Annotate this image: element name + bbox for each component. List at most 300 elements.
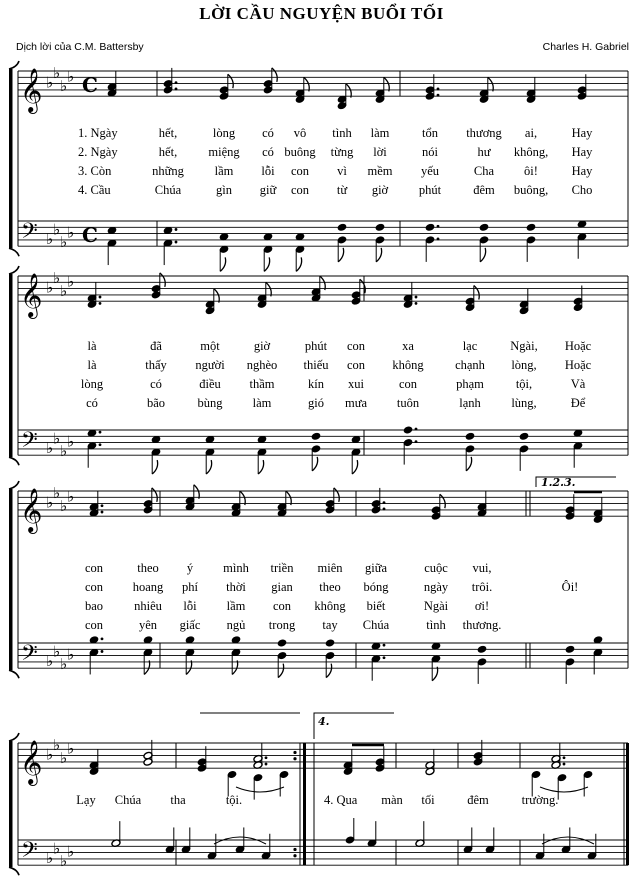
flat-sign: ♭ [46, 745, 54, 764]
lyric-syllable: ôi! [524, 164, 538, 178]
lyric-syllable: 1. Ngày [78, 126, 118, 140]
slur [214, 837, 266, 844]
lyric-syllable: triền [270, 561, 294, 575]
final-barline-thick [626, 743, 629, 865]
note [295, 245, 305, 271]
lyric-syllable: có [262, 126, 274, 140]
note [375, 236, 385, 262]
note-dot [99, 431, 102, 434]
lyric-syllable: xui [348, 377, 364, 391]
note-flag [264, 257, 269, 271]
lyric-syllable: mình [223, 561, 249, 575]
note-flag [194, 485, 199, 499]
flat-sign: ♭ [67, 432, 75, 451]
lyric-syllable: ý [186, 561, 194, 575]
flat-sign: ♭ [53, 429, 61, 448]
lyric-syllable: Cha [473, 164, 495, 178]
note [87, 441, 101, 467]
lyric-syllable: từ [336, 183, 348, 197]
slur [542, 837, 594, 844]
lyric-syllable: tình [332, 126, 352, 140]
repeat-dot [293, 757, 296, 760]
lyric-syllable: con [290, 183, 310, 197]
note-flag [160, 273, 165, 287]
lyric-syllable: giấc [179, 618, 201, 632]
repeat-barline-thick [303, 743, 306, 865]
note-flag [152, 460, 157, 474]
note [573, 441, 583, 467]
lyric-syllable: chạnh [455, 358, 485, 372]
lyric-syllable: giữ [259, 183, 277, 197]
note [577, 232, 587, 258]
lyric-syllable: gian [271, 580, 293, 594]
note-head [375, 223, 385, 232]
lyric-syllable: tội, [515, 377, 533, 391]
lyric-syllable: yên [138, 618, 158, 632]
lyric-syllable: đã [150, 339, 162, 353]
lyric-syllable: trong [268, 618, 296, 632]
system-bracket [9, 69, 13, 248]
lyric-syllable: giờ [253, 339, 271, 353]
lyric-syllable: tối [421, 793, 435, 807]
flat-sign: ♭ [53, 220, 61, 239]
flat-sign: ♭ [67, 67, 75, 86]
lyric-syllable: Cho [571, 183, 593, 197]
lyric-syllable: nhiêu [134, 599, 162, 613]
lyric-syllable: lòng [212, 126, 236, 140]
note-flag [258, 460, 263, 474]
note [477, 645, 487, 654]
lyric-syllable: thầm [249, 377, 275, 391]
note [565, 645, 575, 654]
note-flag [432, 667, 437, 681]
flat-sign: ♭ [67, 223, 75, 242]
lyric-syllable: hoang [132, 580, 164, 594]
lyric-syllable: vui, [472, 561, 492, 575]
lyric-syllable: biết [366, 599, 386, 613]
note-dot [265, 763, 268, 766]
note-flag [144, 660, 149, 674]
bass-clef-icon: 𝄢 [21, 837, 38, 868]
flat-sign: ♭ [60, 76, 68, 95]
lyric-syllable: 4. Cầu [78, 183, 111, 197]
note-flag [278, 664, 283, 678]
note [325, 651, 335, 677]
note-dot [437, 94, 440, 97]
note-dot [101, 650, 104, 653]
note [185, 648, 195, 674]
note [277, 639, 287, 648]
lyric-syllable: miệng [208, 145, 240, 159]
lyric-syllable: bao [84, 599, 104, 613]
lyric-syllable: hư [477, 145, 491, 159]
flat-sign: ♭ [60, 496, 68, 515]
note [485, 827, 495, 853]
note [231, 648, 241, 674]
note [325, 639, 335, 648]
note [107, 239, 117, 265]
flat-sign: ♭ [46, 651, 54, 670]
lyric-syllable: Để [570, 396, 586, 410]
bracket-hook [9, 61, 19, 69]
note-dot [563, 763, 566, 766]
flat-sign: ♭ [53, 484, 61, 503]
note-dot [175, 228, 178, 231]
lyric-syllable: làm [252, 396, 272, 410]
note [557, 773, 567, 799]
lyric-syllable: con [84, 561, 104, 575]
note [431, 654, 441, 680]
lyric-syllable: tội. [225, 793, 243, 807]
lyric-syllable: 3. Còn [78, 164, 112, 178]
lyric-syllable: tha [170, 793, 186, 807]
note-head [519, 432, 529, 441]
note-flag [272, 68, 277, 82]
lyric-syllable: miên [317, 561, 343, 575]
note-flag [312, 457, 317, 471]
flat-sign: ♭ [46, 73, 54, 92]
note [367, 821, 377, 847]
bracket-hook [9, 670, 19, 678]
flat-sign: ♭ [46, 493, 54, 512]
lyric-syllable: tay [322, 618, 338, 632]
note-flag [228, 74, 233, 88]
lyric-syllable: buông [284, 145, 316, 159]
note-flag [384, 77, 389, 91]
lyric-syllable: nghèo [246, 358, 278, 372]
lyric-syllable: con [84, 618, 104, 632]
note [219, 245, 229, 271]
note [403, 426, 417, 435]
note [593, 648, 603, 674]
note-flag [466, 457, 471, 471]
note-dot [99, 302, 102, 305]
lyric-syllable: lầm [214, 164, 234, 178]
lyric-syllable: phút [304, 339, 328, 353]
note [463, 827, 473, 853]
lyric-syllable: gió [308, 396, 324, 410]
note [253, 773, 263, 799]
note-dot [101, 637, 104, 640]
note [89, 648, 103, 674]
note [337, 236, 347, 262]
note-dot [175, 241, 178, 244]
note-dot [101, 511, 104, 514]
lyric-syllable: lỗi [183, 599, 197, 613]
lyric-syllable: bóng [363, 580, 389, 594]
lyric-syllable: lạc [462, 339, 478, 353]
bracket-hook [9, 481, 19, 489]
lyric-syllable: không [314, 599, 346, 613]
flat-sign: ♭ [53, 64, 61, 83]
lyric-syllable: hết, [158, 126, 178, 140]
note-dot [563, 756, 566, 759]
note-flag [152, 488, 157, 502]
flat-sign: ♭ [67, 739, 75, 758]
note [403, 438, 417, 464]
note-head [465, 432, 475, 441]
flat-sign: ♭ [60, 852, 68, 871]
note-dot [383, 644, 386, 647]
note-dot [437, 238, 440, 241]
note [143, 648, 153, 674]
flat-sign: ♭ [46, 229, 54, 248]
note-head [477, 645, 487, 654]
lyric-syllable: lầm [226, 599, 246, 613]
treble-clef-icon: 𝄞 [20, 273, 43, 318]
note-dot [99, 296, 102, 299]
note-flag [326, 664, 331, 678]
bracket-hook [9, 733, 19, 741]
lyric-syllable: vì [337, 164, 347, 178]
lyric-syllable: con [346, 339, 366, 353]
flat-sign: ♭ [60, 748, 68, 767]
lyric-syllable: Hay [571, 126, 593, 140]
note [535, 834, 545, 860]
lyric-syllable: con [290, 164, 310, 178]
lyric-syllable: con [84, 580, 104, 594]
bass-clef-icon: 𝄢 [21, 218, 38, 249]
lyric-syllable: ai, [524, 126, 538, 140]
lyric-syllable: kín [308, 377, 324, 391]
lyric-syllable: màn [381, 793, 403, 807]
note [465, 432, 475, 441]
song-title: LỜI CẦU NGUYỆN BUỔI TỐI [199, 4, 444, 23]
note [261, 834, 271, 860]
time-signature: C [82, 72, 98, 97]
note-flag [220, 257, 225, 271]
repeat-dot [293, 751, 296, 754]
note [477, 658, 487, 684]
lyric-syllable: theo [319, 580, 341, 594]
lyric-syllable: giờ [371, 183, 389, 197]
lyric-syllable: theo [137, 561, 159, 575]
slur [236, 787, 284, 792]
note [163, 239, 177, 265]
lyric-syllable: ngày [423, 580, 449, 594]
bracket-hook [9, 867, 19, 875]
note [263, 245, 273, 271]
lyric-syllable: nói [422, 145, 438, 159]
lyric-syllable: có [86, 396, 98, 410]
lyric-syllable: làm [370, 126, 390, 140]
note-dot [265, 756, 268, 759]
lyric-syllable: Và [570, 377, 586, 391]
lyric-syllable: Hoặc [564, 339, 592, 353]
system-bracket [9, 489, 13, 670]
treble-clef-icon: 𝄞 [20, 740, 43, 785]
bass-clef-icon: 𝄢 [21, 640, 38, 671]
note-head [277, 639, 287, 648]
note-dot [175, 88, 178, 91]
lyric-syllable: buông, [513, 183, 549, 197]
note-head [425, 223, 435, 232]
lyric-syllable: người [195, 358, 225, 372]
repeat-dot [293, 848, 296, 851]
note-dot [175, 81, 178, 84]
lyric-syllable: vô [293, 126, 307, 140]
lyric-syllable: thấy [145, 358, 167, 372]
treble-clef-icon: 𝄞 [20, 488, 43, 533]
bracket-hook [9, 266, 19, 274]
note [519, 432, 529, 441]
note-flag [186, 660, 191, 674]
note-head [403, 426, 413, 435]
lyric-syllable: lòng [80, 377, 104, 391]
lyric-syllable: 2. Ngày [78, 145, 118, 159]
note-dot [415, 440, 418, 443]
lyric-syllable: lời [373, 145, 387, 159]
lyric-syllable: trôi. [471, 580, 493, 594]
lyric-syllable: Chúa [154, 183, 182, 197]
composer-credit: Charles H. Gabriel [542, 41, 629, 53]
note [371, 654, 385, 680]
lyric-syllable: tình [426, 618, 446, 632]
note-flag [206, 460, 211, 474]
time-signature: C [82, 222, 98, 247]
note [465, 445, 475, 471]
flat-sign: ♭ [67, 487, 75, 506]
note [279, 770, 289, 796]
note-flag [232, 660, 237, 674]
note-dot [99, 443, 102, 446]
note [311, 432, 321, 441]
note-head [337, 223, 347, 232]
lyric-syllable: Ngài [423, 599, 449, 613]
lyric-syllable: Ngài, [510, 339, 538, 353]
lyric-syllable: phút [418, 183, 442, 197]
note [345, 818, 355, 844]
note-dot [383, 501, 386, 504]
note-head [479, 223, 489, 232]
note [151, 448, 161, 474]
lyric-syllable: không, [513, 145, 549, 159]
note [526, 223, 536, 232]
flat-sign: ♭ [46, 438, 54, 457]
flat-sign: ♭ [60, 281, 68, 300]
lyric-syllable: là [87, 339, 97, 353]
note [415, 821, 425, 847]
system-bracket [9, 274, 13, 457]
lyric-syllable: ngủ [226, 618, 246, 632]
note-dot [383, 656, 386, 659]
flat-sign: ♭ [67, 645, 75, 664]
lyric-syllable: mềm [367, 164, 393, 178]
note-dot [415, 302, 418, 305]
note [207, 834, 217, 860]
note-dot [415, 296, 418, 299]
note [375, 223, 385, 232]
lyric-syllable: bùng [197, 396, 223, 410]
note [111, 821, 121, 847]
note-flag [334, 488, 339, 502]
lyric-syllable: lỗi [261, 164, 275, 178]
note [479, 236, 489, 262]
lyric-syllable: mưa [344, 396, 368, 410]
flat-sign: ♭ [46, 278, 54, 297]
lyric-syllable: điều [199, 377, 221, 391]
lyric-syllable: phạm [456, 377, 484, 391]
flat-sign: ♭ [60, 655, 68, 674]
translator-credit: Dịch lời của C.M. Battersby [16, 41, 144, 53]
note [425, 236, 439, 262]
flat-sign: ♭ [53, 839, 61, 858]
bracket-hook [9, 457, 19, 465]
flat-sign: ♭ [46, 848, 54, 867]
note-flag [474, 286, 479, 300]
flat-sign: ♭ [53, 642, 61, 661]
treble-clef-icon: 𝄞 [20, 68, 43, 113]
note [337, 223, 347, 232]
lyric-syllable: trường. [521, 793, 559, 807]
note [235, 827, 245, 853]
lyric-syllable: Chúa [114, 793, 142, 807]
note-flag [266, 282, 271, 296]
slur [540, 787, 588, 792]
lyric-syllable: 4. Qua [324, 793, 358, 807]
volta-label-first: 1.2.3. [541, 476, 576, 489]
note-dot [437, 88, 440, 91]
lyric-syllable: phí [182, 580, 198, 594]
note [519, 445, 529, 471]
note-flag [296, 257, 301, 271]
lyric-syllable: thương. [462, 618, 502, 632]
note-flag [240, 491, 245, 505]
note [277, 651, 287, 677]
bass-clef-icon: 𝄢 [21, 427, 38, 458]
note-flag [376, 248, 381, 262]
lyric-syllable: không [392, 358, 424, 372]
lyric-syllable: gìn [216, 183, 232, 197]
lyric-syllable: thời [226, 580, 246, 594]
bracket-hook [9, 248, 19, 256]
lyric-syllable: giữa [364, 561, 388, 575]
lyric-syllable: con [272, 599, 292, 613]
lyric-syllable: có [262, 145, 274, 159]
flat-sign: ♭ [53, 269, 61, 288]
note-flag [346, 84, 351, 98]
note-flag [480, 248, 485, 262]
flat-sign: ♭ [67, 842, 75, 861]
lyric-syllable: có [150, 377, 162, 391]
note-dot [383, 508, 386, 511]
lyric-syllable: Lạy [76, 793, 96, 807]
note-head [311, 432, 321, 441]
note [565, 658, 575, 684]
repeat-dot [293, 854, 296, 857]
lyric-syllable: tổn [422, 126, 438, 140]
lyric-syllable: con [346, 358, 366, 372]
lyric-syllable: yếu [420, 164, 440, 178]
lyric-syllable: lòng, [511, 358, 537, 372]
lyric-syllable: tuôn [396, 396, 420, 410]
note [311, 445, 321, 471]
lyric-syllable: ơi! [474, 599, 490, 613]
note [425, 223, 439, 232]
system-bracket [9, 741, 13, 867]
flat-sign: ♭ [60, 442, 68, 461]
note-dot [415, 428, 418, 431]
note-head [526, 223, 536, 232]
note-flag [488, 77, 493, 91]
note [587, 834, 597, 860]
note [526, 236, 536, 262]
lyric-syllable: lùng, [511, 396, 537, 410]
lyric-syllable: Chúa [362, 618, 390, 632]
lyric-syllable: những [152, 164, 184, 178]
lyric-syllable: xa [402, 339, 414, 353]
volta-label-last: 4. [318, 715, 330, 728]
